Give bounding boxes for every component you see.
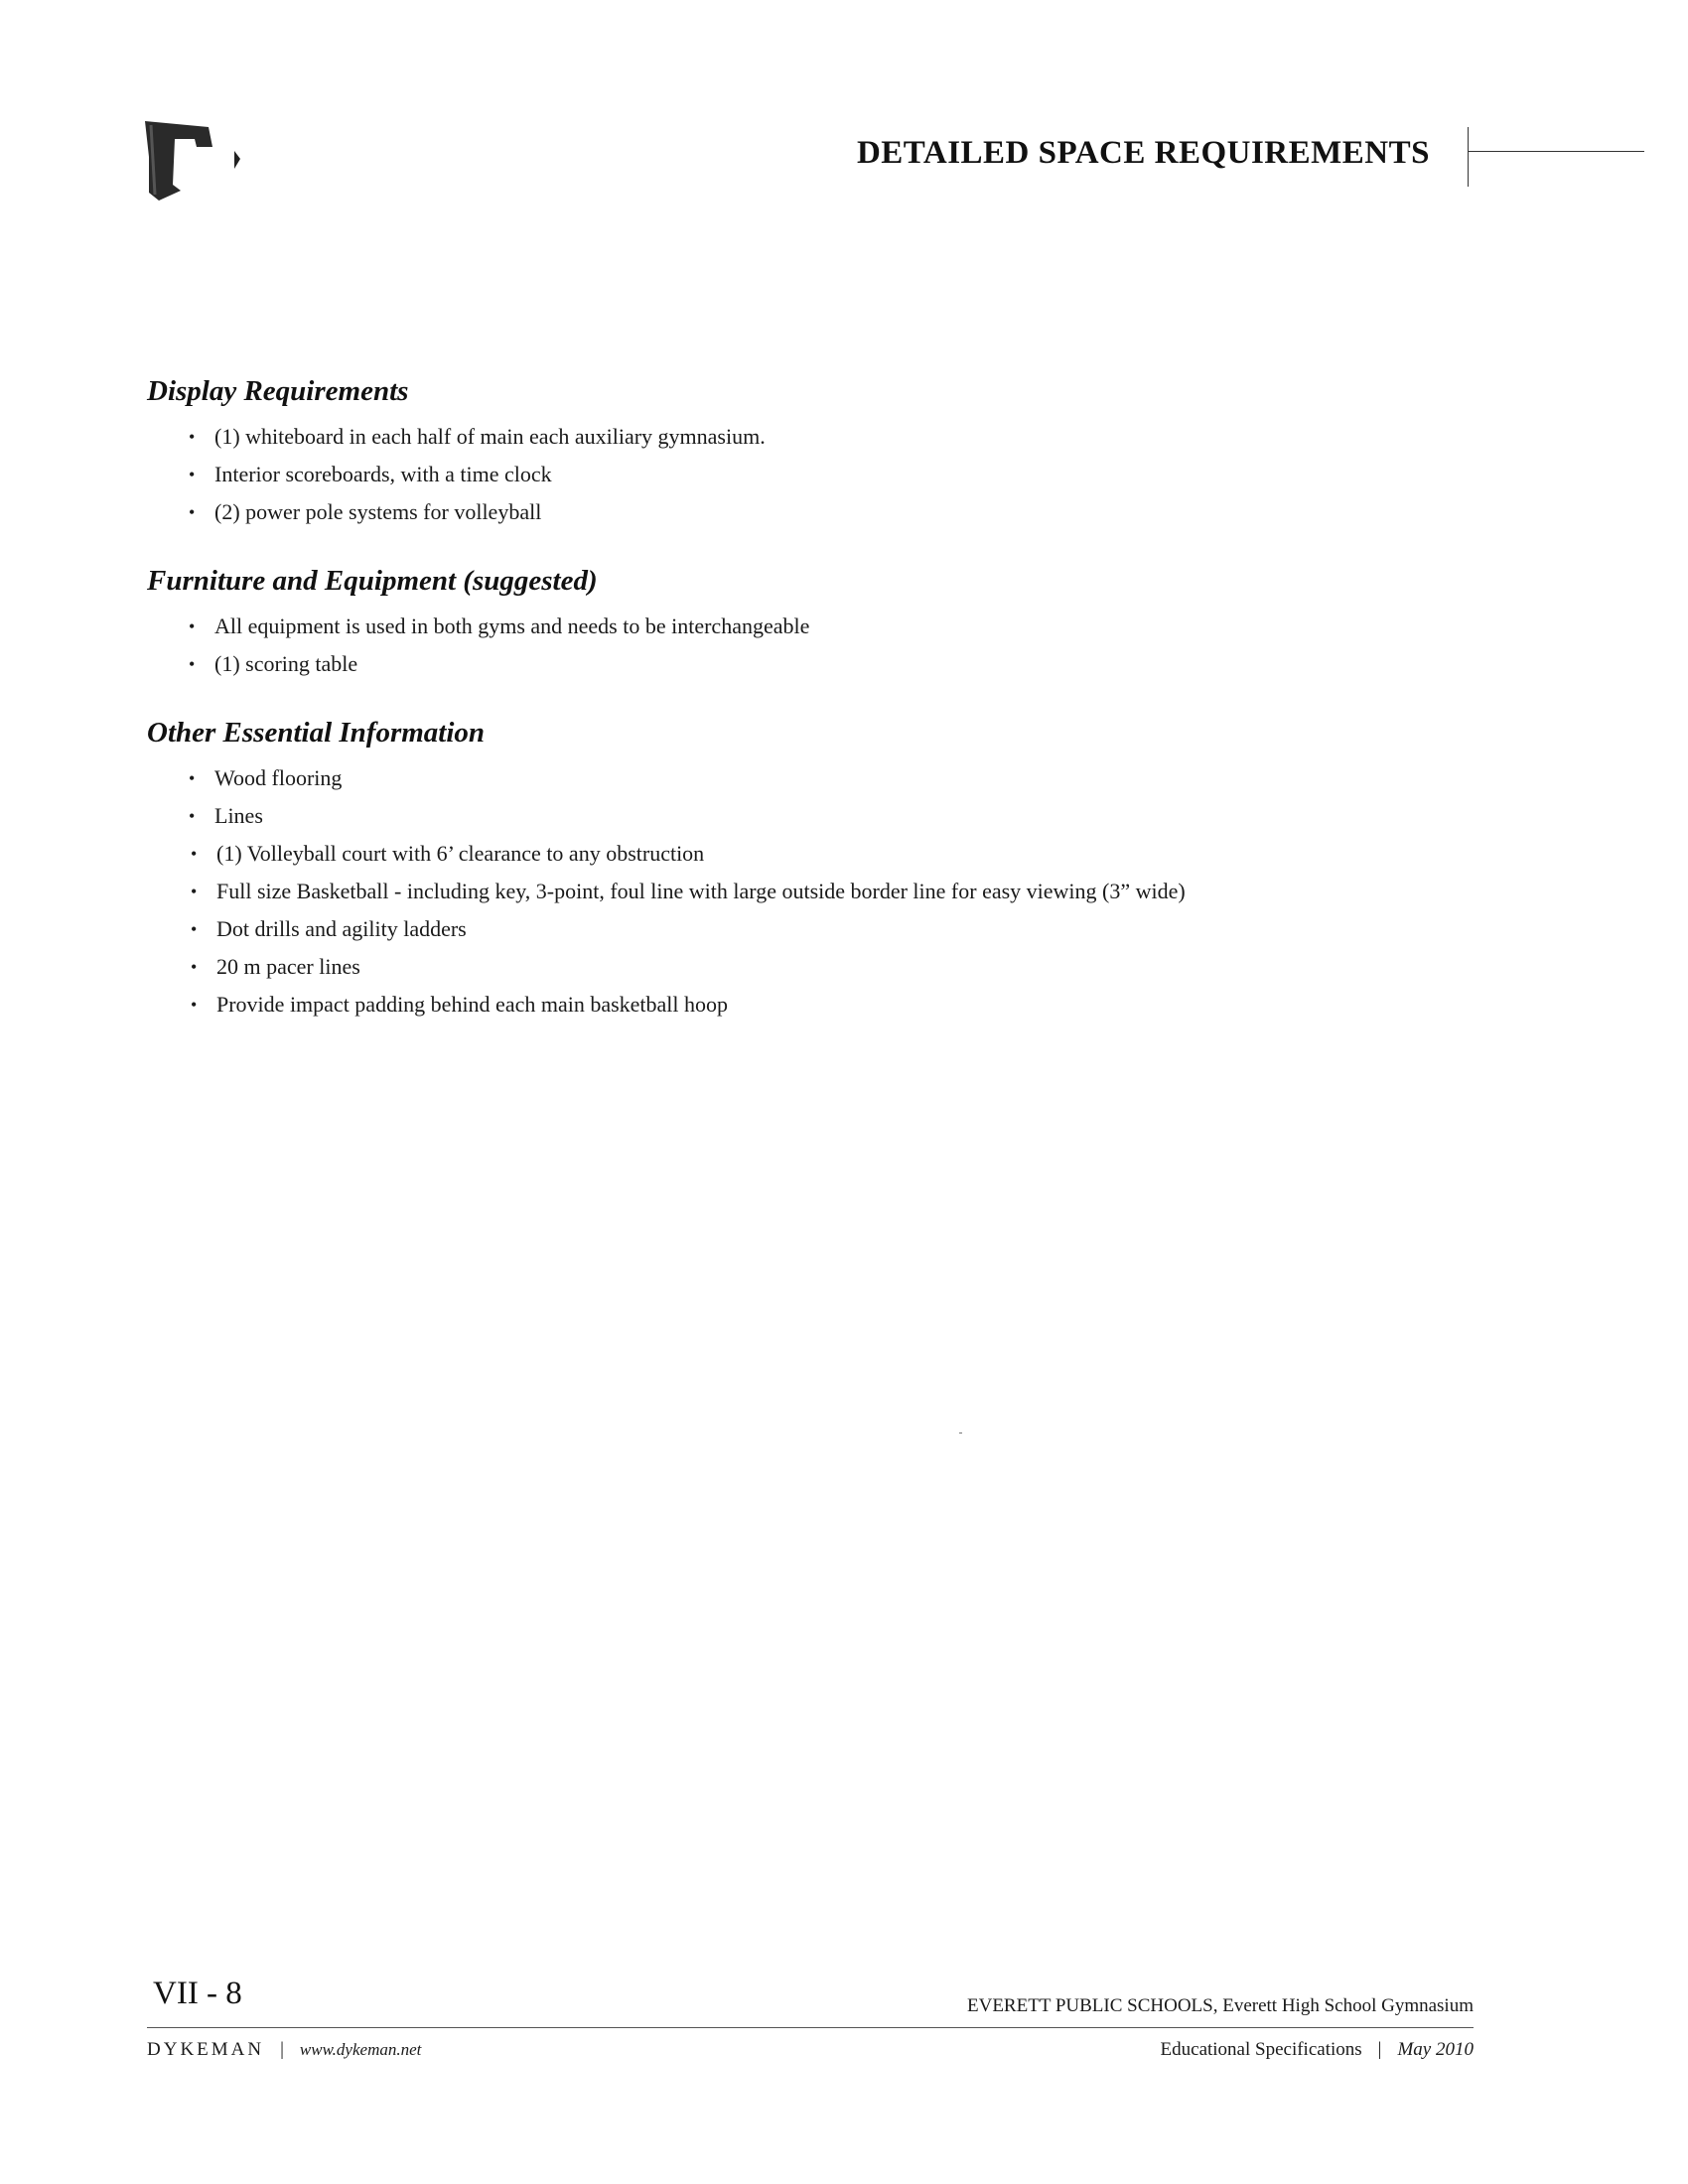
list-item: • (1) scoring table — [189, 645, 1438, 683]
header-rule — [1468, 151, 1644, 152]
footer-date: May 2010 — [1397, 2039, 1474, 2060]
list-item: • Wood flooring — [189, 759, 1438, 797]
footer-separator: | — [280, 2039, 284, 2060]
footer-left — [147, 2039, 421, 2061]
list-item: • (1) whiteboard in each half of main each auxiliary gymnasium. — [189, 418, 1438, 456]
section-other-information — [147, 717, 1438, 1024]
content-body — [147, 375, 1438, 1057]
footer-right — [1161, 2039, 1474, 2061]
other-list — [147, 759, 1438, 835]
list-item: • All equipment is used in both gyms and needs to be interchangeable — [189, 608, 1438, 645]
dykeman-logo-icon — [139, 117, 248, 206]
lines-sublist — [147, 835, 1438, 1024]
furniture-list — [147, 608, 1438, 683]
footer-school-line: EVERETT PUBLIC SCHOOLS, Everett High School Gymnasium — [967, 1995, 1474, 2016]
list-item: • Provide impact padding behind each main basketball hoop — [191, 986, 1438, 1024]
list-item: • Lines — [189, 797, 1438, 835]
footer-brand: DYKEMAN — [147, 2039, 265, 2060]
header-tick — [1468, 127, 1469, 187]
list-item: • (1) Volleyball court with 6’ clearance to any obstruction — [191, 835, 1438, 873]
page-title: DETAILED SPACE REQUIREMENTS — [856, 135, 1430, 171]
list-item: • Dot drills and agility ladders — [191, 910, 1438, 948]
section-furniture-equipment — [147, 565, 1438, 683]
footer-rule — [147, 2027, 1474, 2028]
section-heading-other: Other Essential Information — [147, 717, 486, 749]
footer-doc-type: Educational Specifications — [1160, 2039, 1362, 2060]
list-item: • 20 m pacer lines — [191, 948, 1438, 986]
list-item: • Interior scoreboards, with a time clock — [189, 456, 1438, 493]
list-item: • Full size Basketball - including key, 3-point, foul line with large outside border line for easy viewing (3” wide) — [191, 873, 1438, 910]
footer-separator: | — [1377, 2039, 1382, 2060]
section-heading-furniture: Furniture and Equipment (suggested) — [147, 565, 598, 597]
footer-website: www.dykeman.net — [299, 2040, 422, 2059]
list-item: • (2) power pole systems for volleyball — [189, 493, 1438, 531]
page-number: VII - 8 — [153, 1976, 242, 2011]
section-heading-display: Display Requirements — [147, 375, 409, 407]
display-list — [147, 418, 1438, 531]
section-display-requirements — [147, 375, 1438, 531]
